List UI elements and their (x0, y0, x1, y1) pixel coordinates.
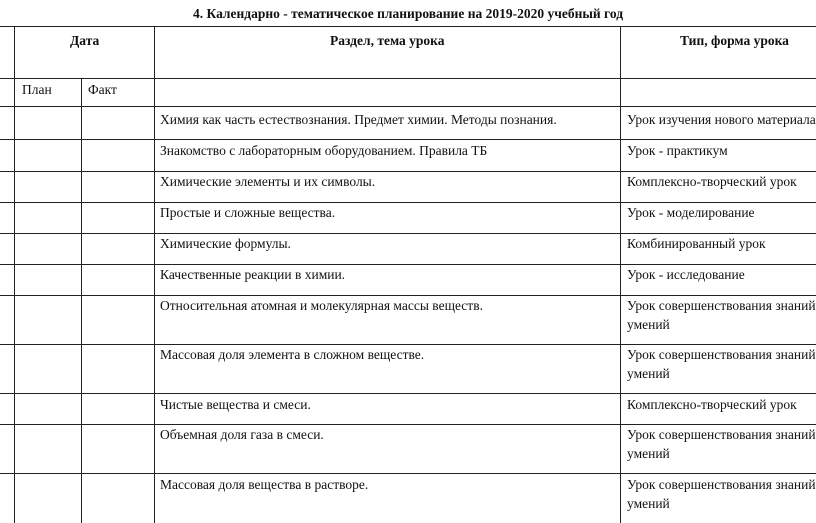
row-border-subheader-top (0, 78, 816, 79)
col-border-plan-fact (81, 78, 82, 523)
row-border-subheader-bottom (0, 106, 816, 107)
row-2-type: Урок - практикум (627, 143, 728, 158)
row-3-topic: Химические элементы и их символы. (160, 174, 376, 189)
col-border-topic-type (620, 26, 621, 523)
row-10-type-line2: умений (627, 446, 670, 461)
row-border (0, 139, 816, 140)
col-border-left (14, 26, 15, 523)
document-title: 4. Календарно - тематическое планирование на 2019-2020 учебный год (192, 6, 624, 21)
row-8-type-line2: умений (627, 366, 670, 381)
row-5-topic: Химические формулы. (160, 236, 291, 251)
row-8-topic: Массовая доля элемента в сложном веществе. (160, 347, 425, 362)
row-1-topic: Химия как часть естествознания. Предмет химии. Методы познания. (160, 112, 557, 127)
row-4-topic: Простые и сложные вещества. (160, 205, 336, 220)
subheader-fact: Факт (88, 82, 117, 97)
row-11-type: Урок совершенствования знаний (627, 477, 816, 492)
row-9-topic: Чистые вещества и смеси. (160, 397, 311, 412)
header-type: Тип, форма урока (680, 33, 789, 48)
row-6-type: Урок - исследование (627, 267, 745, 282)
col-border-date-topic (154, 26, 155, 523)
row-3-type: Комплексно-творческий урок (627, 174, 797, 189)
row-10-topic: Объемная доля газа в смеси. (160, 427, 324, 442)
row-border (0, 393, 816, 394)
row-4-type: Урок - моделирование (627, 205, 755, 220)
row-11-topic: Массовая доля вещества в растворе. (160, 477, 369, 492)
header-date: Дата (70, 33, 100, 48)
row-11-type-line2: умений (627, 496, 670, 511)
row-5-type: Комбинированный урок (627, 236, 766, 251)
row-7-type-line2: умений (627, 317, 670, 332)
row-border (0, 473, 816, 474)
row-1-type: Урок изучения нового материала (627, 112, 816, 127)
row-7-type: Урок совершенствования знаний (627, 298, 816, 313)
row-8-type: Урок совершенствования знаний (627, 347, 816, 362)
row-9-type: Комплексно-творческий урок (627, 397, 797, 412)
subheader-plan: План (22, 82, 52, 97)
row-2-topic: Знакомство с лабораторным оборудованием. Правила ТБ (160, 143, 488, 158)
row-7-topic: Относительная атомная и молекулярная массы веществ. (160, 298, 483, 313)
header-topic: Раздел, тема урока (330, 33, 445, 48)
row-border-top (0, 26, 816, 27)
row-6-topic: Качественные реакции в химии. (160, 267, 346, 282)
row-10-type: Урок совершенствования знаний (627, 427, 816, 442)
